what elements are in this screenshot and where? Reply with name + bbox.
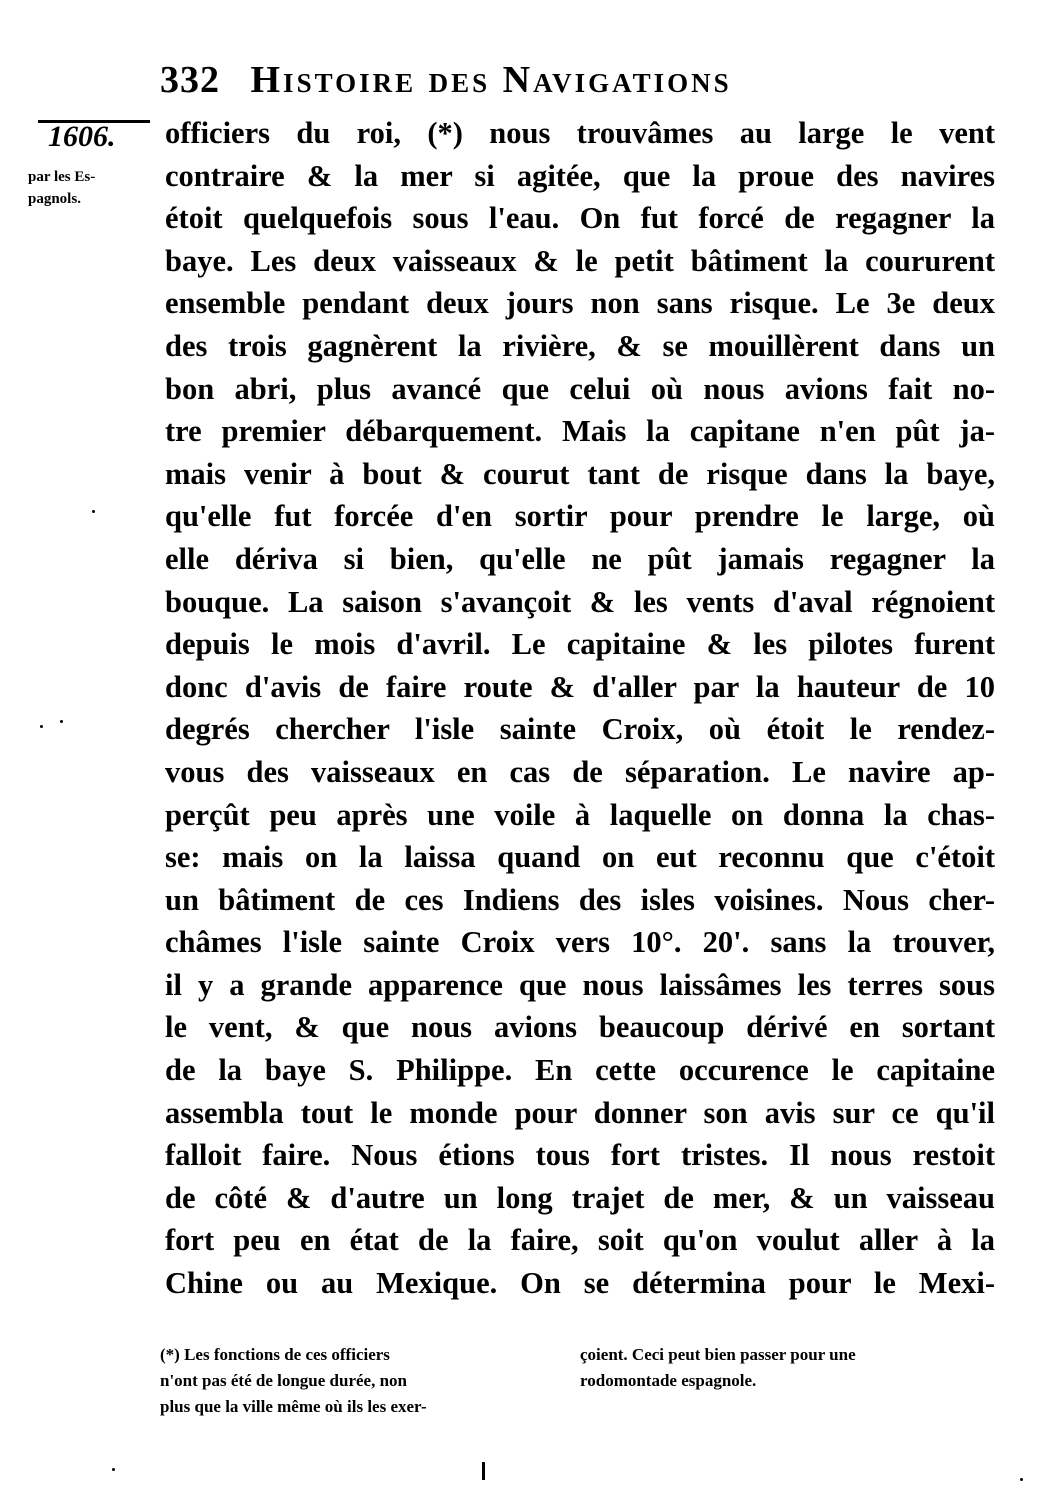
text-line: mais venir à bout & courut tant de risque dans la baye, (165, 456, 995, 491)
ink-speck (1020, 1478, 1023, 1481)
text-line: bon abri, plus avancé que celui où nous avions fait no- (165, 371, 995, 406)
ink-speck (60, 720, 63, 723)
margin-year: 1606. (48, 120, 116, 153)
text-line: officiers du roi, (*) nous trouvâmes au large le vent (165, 116, 995, 150)
ink-speck (92, 510, 95, 513)
ink-speck (40, 725, 43, 728)
text-line: bouque. La saison s'avançoit & les vents d'aval régnoient (165, 584, 995, 619)
text-line: vous des vaisseaux en cas de séparation. Le navire ap- (165, 754, 995, 789)
text-line: de côté & d'autre un long trajet de mer, & un vaisseau (165, 1180, 995, 1215)
footnote-col-b: rodomontade espagnole. (580, 1371, 757, 1390)
text-line: le vent, & que nous avions beaucoup dérivé en sortant (165, 1010, 995, 1045)
text-line: qu'elle fut forcée d'en sortir pour prendre le large, où (165, 499, 995, 534)
text-line: assembla tout le monde pour donner son avis sur ce qu'il (165, 1095, 995, 1130)
text-line: contraire & la mer si agitée, que la proue des navires (165, 158, 995, 193)
ink-speck (112, 1468, 115, 1471)
text-line: tre premier débarquement. Mais la capitane n'en pût ja- (165, 414, 995, 449)
text-line: fort peu en état de la faire, soit qu'on voulut aller à la (165, 1223, 995, 1258)
text-line: degrés chercher l'isle sainte Croix, où étoit le rendez- (165, 712, 995, 747)
text-line: baye. Les deux vaisseaux & le petit bâtiment la coururent (165, 243, 995, 278)
text-line: falloit faire. Nous étions tous fort tristes. Il nous restoit (165, 1138, 995, 1173)
text-line: des trois gagnèrent la rivière, & se mouillèrent dans un (165, 328, 995, 363)
text-line: ensemble pendant deux jours non sans risque. Le 3e deux (165, 286, 995, 321)
text-line: Chine ou au Mexique. On se détermina pour le Mexi- (165, 1266, 995, 1301)
margin-note-line: pagnols. (28, 191, 81, 207)
footnote-col-a: plus que la ville même où ils les exer- (160, 1397, 427, 1416)
footnote-line (160, 1368, 1000, 1394)
running-head (160, 58, 900, 102)
text-line: donc d'avis de faire route & d'aller par la hauteur de 10 (165, 669, 995, 704)
text-line: elle dériva si bien, qu'elle ne pût jamais regagner la (165, 541, 995, 576)
text-line: il y a grande apparence que nous laissâmes les terres sous (165, 967, 995, 1002)
margin-note (28, 166, 148, 210)
footnote-col-a: (*) Les fonctions de ces officiers (160, 1345, 390, 1364)
text-line: châmes l'isle sainte Croix vers 10°. 20'. sans la trouver, (165, 925, 995, 960)
ink-mark (482, 1462, 485, 1480)
footnote-col-b: çoient. Ceci peut bien passer pour une (580, 1345, 856, 1364)
text-line: se: mais on la laissa quand on eut reconnu que c'étoit (165, 840, 995, 875)
text-line: perçût peu après une voile à laquelle on donna la chas- (165, 797, 995, 832)
text-line: étoit quelquefois sous l'eau. On fut forcé de regagner la (165, 201, 995, 236)
footnote-col-a: n'ont pas été de longue durée, non (160, 1371, 407, 1390)
page-number: 332 (160, 59, 220, 101)
running-head-title: Histoire des Navigations (250, 59, 732, 101)
body-text (165, 112, 995, 1305)
margin-note-line: par les Es- (28, 169, 96, 185)
footnote (160, 1342, 1000, 1420)
text-line: depuis le mois d'avril. Le capitaine & les pilotes furent (165, 627, 995, 662)
text-line: un bâtiment de ces Indiens des isles voisines. Nous cher- (165, 882, 995, 917)
text-line: de la baye S. Philippe. En cette occurence le capitaine (165, 1053, 995, 1088)
footnote-line (160, 1394, 1000, 1420)
footnote-line (160, 1342, 1000, 1368)
